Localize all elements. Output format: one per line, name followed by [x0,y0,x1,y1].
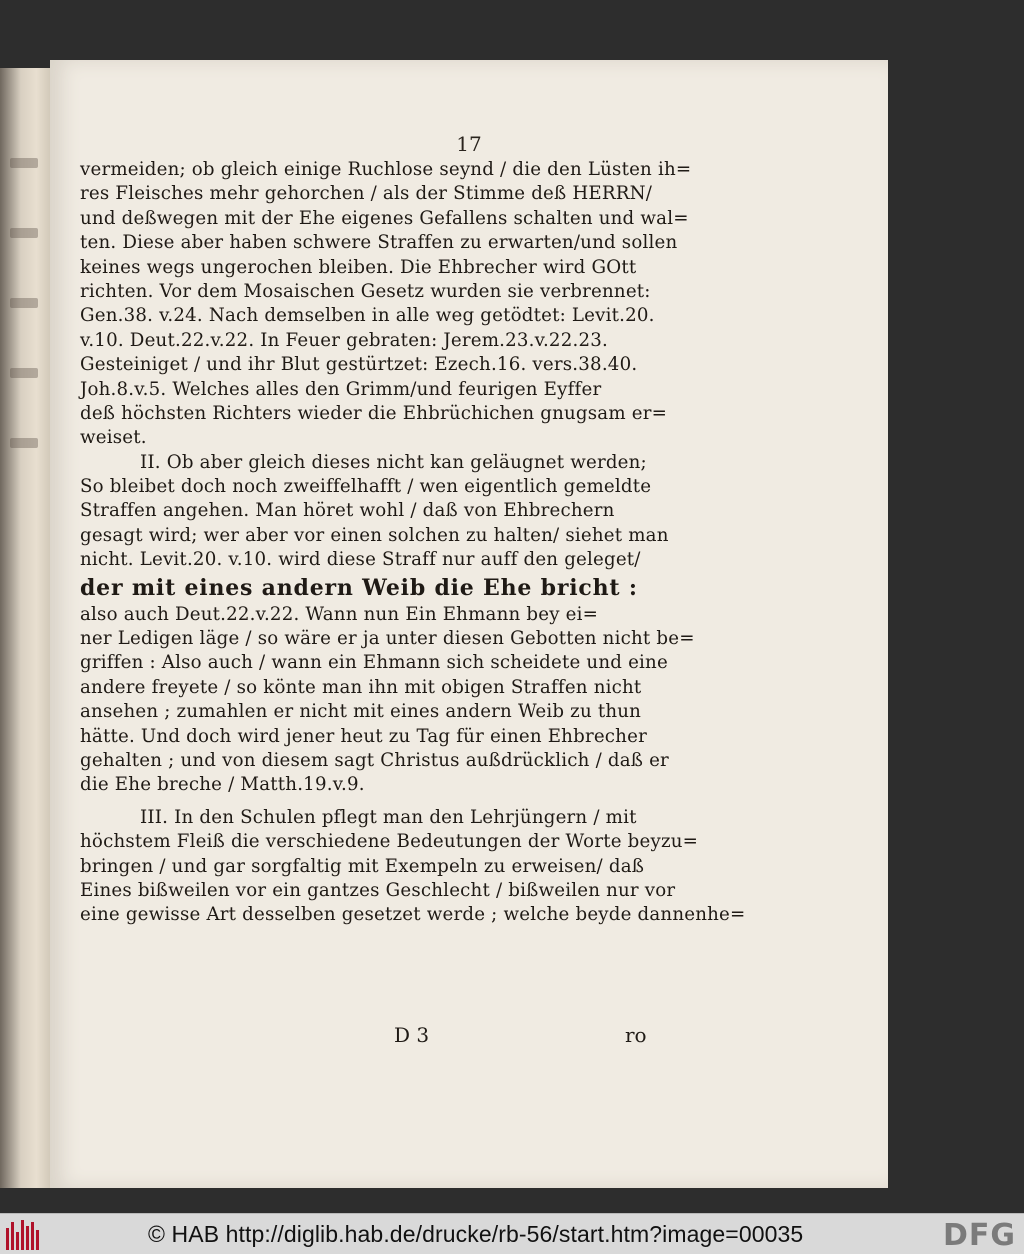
text-line: So bleibet doch noch zweiffelhafft / wen eigentlich gemeldte [80,476,652,498]
text-line: andere freyete / so könte man ihn mit obigen Straffen nicht [80,676,642,698]
text-line: hätte. Und doch wird jener heut zu Tag für einen Ehbrecher [80,725,647,747]
text-line: keines wegs ungerochen bleiben. Die Ehbrecher wird GOtt [80,256,637,278]
paragraph-3-start: III. In den Schulen pflegt man den Lehrjüngern / mit [140,806,637,828]
page-number: 17 [456,132,482,156]
text-line: v.10. Deut.22.v.22. In Feuer gebraten: Jerem.23.v.22.23. [80,329,608,351]
facing-page-edge [0,68,52,1188]
paragraph-2-start: II. Ob aber gleich dieses nicht kan geläugnet werden; [140,451,647,473]
dfg-logo: DFG [942,1218,1016,1253]
text-line: weiset. [80,427,147,449]
emphasized-quote-line: der mit eines andern Weib die Ehe bricht : [80,574,638,601]
text-line: die Ehe breche / Matth.19.v.9. [80,774,365,796]
catchword: ro [625,1023,647,1047]
text-line: richten. Vor dem Mosaischen Gesetz wurden sie verbrennet: [80,280,651,302]
text-line: also auch Deut.22.v.22. Wann nun Ein Ehmann bey ei= [80,603,599,625]
text-line: höchstem Fleiß die verschiedene Bedeutungen der Worte beyzu= [80,831,699,853]
text-line: Joh.8.v.5. Welches alles den Grimm/und feurigen Eyffer [80,378,602,400]
text-line: Straffen angehen. Man höret wohl / daß von Ehbrechern [80,500,615,522]
text-line: griffen : Also auch / wann ein Ehmann sich scheidete und eine [80,652,668,674]
text-line: res Fleisches mehr gehorchen / als der Stimme deß HERRN/ [80,183,653,205]
text-line: deß höchsten Richters wieder die Ehbrüchichen gnugsam er= [80,402,668,424]
text-line: Gen.38. v.24. Nach demselben in alle weg getödtet: Levit.20. [80,305,655,327]
text-line: eine gewisse Art desselben gesetzet werde ; welche beyde dannenhe= [80,904,746,926]
text-line: bringen / und gar sorgfaltig mit Exempeln zu erweisen/ daß [80,855,645,877]
page-text [80,158,746,928]
text-line: nicht. Levit.20. v.10. wird diese Straff nur auff den geleget/ [80,549,641,571]
edge-mark [10,158,38,168]
edge-mark [10,438,38,448]
text-line: ner Ledigen läge / so wäre er ja unter diesen Gebotten nicht be= [80,628,695,650]
edge-mark [10,298,38,308]
signature-mark: D 3 [394,1023,430,1047]
edge-mark [10,368,38,378]
copyright-url-link[interactable]: © HAB http://diglib.hab.de/drucke/rb-56/start.htm?image=00035 [148,1221,804,1247]
text-line: gehalten ; und von diesem sagt Christus außdrücklich / daß er [80,749,669,771]
signature-row [50,1023,888,1051]
paragraph-gap [80,798,655,806]
book-page [50,60,888,1188]
text-line: gesagt wird; wer aber vor einen solchen zu halten/ siehet man [80,524,669,546]
hab-logo-icon [6,1218,42,1250]
text-line: ansehen ; zumahlen er nicht mit eines andern Weib zu thun [80,701,642,723]
text-line: Eines bißweilen vor ein gantzes Geschlecht / bißweilen nur vor [80,879,676,901]
text-line: Gesteiniget / und ihr Blut gestürtzet: Ezech.16. vers.38.40. [80,354,638,376]
text-line: ten. Diese aber haben schwere Straffen zu erwarten/und sollen [80,232,678,254]
footer-bar [0,1213,1024,1254]
text-line: vermeiden; ob gleich einige Ruchlose seynd / die den Lüsten ih= [80,159,692,180]
edge-mark [10,228,38,238]
text-line: und deßwegen mit der Ehe eigenes Gefallens schalten und wal= [80,207,689,229]
